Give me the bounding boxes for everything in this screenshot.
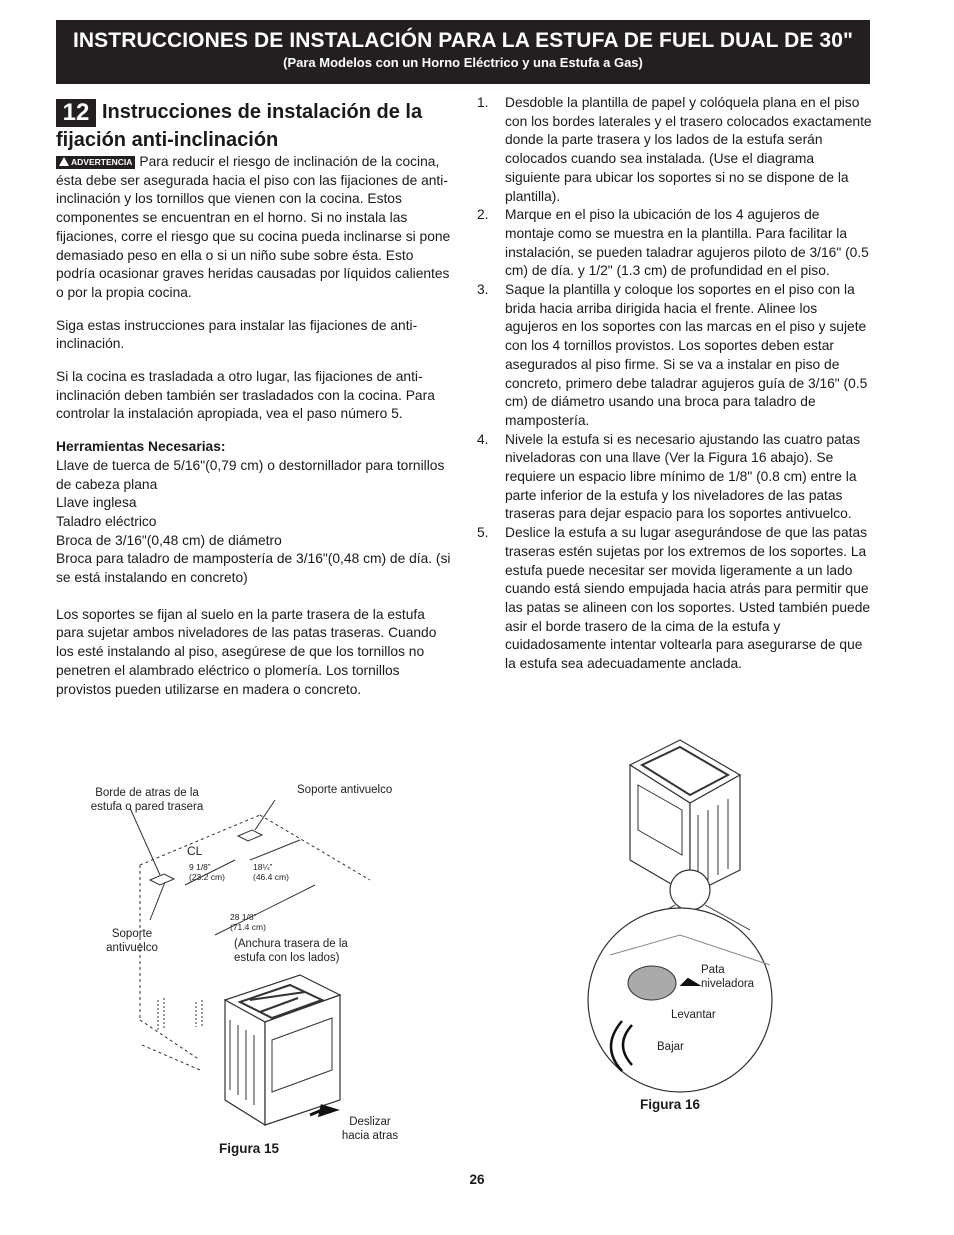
- figure16-label: Figura 16: [640, 1097, 701, 1112]
- brackets-paragraph: Los soportes se fijan al suelo en la parte trasera de la estufa para sujetar ambos niveladores de las patas traseras. Cuando los esté instalando al piso, asegúrese de que los tornillos no penetren el alambrado eléctrico o plomería. Los tornillos provistos pueden utilizarse en madera o concreto.: [56, 606, 437, 697]
- figure15-diagram: [60, 770, 460, 1170]
- intro-paragraph: Siga estas instrucciones para instalar las fijaciones de anti-inclinación.: [56, 317, 418, 352]
- relocation-paragraph: Si la cocina es trasladada a otro lugar, las fijaciones de anti-inclinación deben también ser trasladados con la cocina. Para controlar la instalación apropiada, vea el paso número 5.: [56, 369, 435, 422]
- step-item: 2. Marque en el piso la ubicación de los 4 agujeros de montaje como se muestra en la plantilla. Para facilitar la instalación, se pueden taladrar agujeros piloto de 3/16" (0.5 cm) de día. y 1/2" (1.3 cm) de profundidad en el piso.: [477, 207, 869, 279]
- section-heading: [56, 99, 456, 153]
- header-banner: [56, 20, 870, 84]
- section-title-line2: fijación anti-inclinación: [56, 129, 279, 151]
- tools-title: Herramientas Necesarias:: [56, 439, 226, 455]
- tool-item: Llave de tuerca de 5/16"(0,79 cm) o destornillador para tornillos de cabeza plana: [56, 457, 445, 492]
- warning-triangle-icon: [59, 157, 69, 166]
- bracket-left-label: Soporte antivuelco: [106, 928, 158, 954]
- page-number: 26: [469, 1172, 485, 1187]
- lower-label: Bajar: [657, 1041, 684, 1053]
- step-item: 4. Nivele la estufa si es necesario ajustando las cuatro patas niveladoras con una llave (Ver la Figura 16 abajo). Se requiere un espacio libre mínimo de 1/8" (0.8 cm) entre la parte inferior de la estufa y los niveladores de las patas traseras para dejar espacio para los soportes antivuelco.: [477, 431, 861, 522]
- warning-paragraph: [56, 153, 452, 303]
- tool-item: Taladro eléctrico: [56, 513, 157, 529]
- leveling-leg-label: Pata niveladora: [701, 964, 755, 990]
- dim-28-label: 28 1/8” (71.4 cm): [230, 912, 266, 932]
- tool-item: Broca de 3/16"(0,48 cm) de diámetro: [56, 532, 282, 548]
- dim-9-label: 9 1/8” (23.2 cm): [189, 862, 225, 882]
- step-item: 3. Saque la plantilla y coloque los soportes en el piso con la brida hacia arriba dirigida hacia el frente. Alinee los agujeros en los soportes con las marcas en el piso y sujete con los 4 tornillos provistos. Los soportes deben estar asegurados al piso firme. Si se va a instalar en piso de concreto, primero debe taladrar agujeros guía de 3/16" (0.5 cm) de diámetro usando una broca para taladro de mampostería.: [477, 282, 868, 428]
- raise-label: Levantar: [671, 1009, 716, 1021]
- section-number: 12: [56, 99, 96, 127]
- bracket-top-label: Soporte antivuelco: [297, 784, 393, 796]
- tools-list: [56, 457, 452, 588]
- rear-edge-label: Borde de atras de la estufa o pared trasera: [90, 787, 204, 813]
- width-note-label: (Anchura trasera de la estufa con los lados): [234, 938, 348, 964]
- figure15-label: Figura 15: [219, 1141, 280, 1156]
- tool-item: Llave inglesa: [56, 495, 137, 511]
- document-subtitle: (Para Modelos con un Horno Eléctrico y una Estufa a Gas): [283, 55, 643, 70]
- steps-list: [477, 94, 872, 674]
- document-title: INSTRUCCIONES DE INSTALACIÓN PARA LA ESTUFA DE FUEL DUAL DE 30": [72, 29, 854, 52]
- section-title-line1: Instrucciones de instalación de la: [102, 101, 423, 123]
- step-item: 5. Deslice la estufa a su lugar asegurándose de que las patas traseras estén sujetas por los extremos de los soportes. La estufa puede necesitar ser movida ligeramente a un lado cuando está siendo empujada hacia atrás para permitir que las patas se alineen con los soportes. Usted también puede asir el borde trasero de la cima de la estufa y cuidadosamente intentar voltearla para asegurarse de que la estufa sea adecuadamente anclada.: [477, 525, 871, 672]
- figure16-diagram: [580, 735, 790, 1095]
- tool-item: Broca para taladro de mampostería de 3/16"(0,48 cm) de día. (si se está instalando en concreto): [56, 551, 451, 586]
- step-item: 1. Desdoble la plantilla de papel y colóquela plana en el piso con los bordes laterales y el trasero colocados exactamente donde la parte trasera y los lados de la estufa serán colocados cuando sea instalada. (Use el diagrama siguiente para ubicar los soportes si no se dispone de la plantilla).: [477, 95, 872, 204]
- cl-label: CL: [187, 844, 203, 858]
- dim-18-label: 18¼” (46.4 cm): [253, 862, 289, 882]
- slide-label: Deslizar hacia atras: [341, 1116, 399, 1142]
- warning-text: Para reducir el riesgo de inclinación de la cocina, ésta debe ser asegurada hacia el piso con las fijaciones de anti-inclinación y los tornillos que vienen con la cocina. Estos componentes se encuentran en el horno. Si no instala las fijaciones, corre el riesgo que su cocina pueda inclinarse si pone demasiado peso en ella o si un niño sube sobre ésta. Esto podría ocasionar graves heridas causadas por líquidos calientes o por la propia cocina.: [56, 154, 451, 300]
- left-column: [56, 153, 452, 706]
- warning-badge: ADVERTENCIA: [56, 156, 135, 169]
